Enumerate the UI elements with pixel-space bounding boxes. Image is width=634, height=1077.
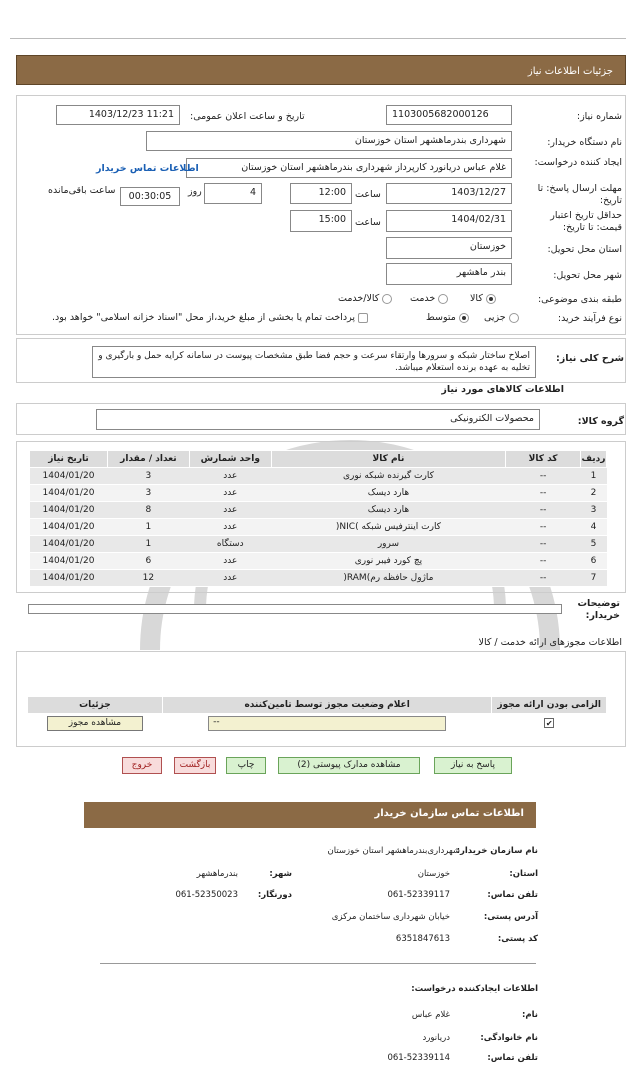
cell-row-number: 1 [581,468,607,485]
cell-code: -- [506,553,581,570]
cell-date: 1404/01/20 [30,485,108,502]
creator-name-label: نام: [521,1010,538,1020]
required-cell [492,714,607,734]
contact-section-title: اطلاعات تماس سازمان خریدار [84,802,536,828]
exit-button[interactable]: خروج [122,757,162,774]
validity-time-label: ساعت [355,217,381,228]
cell-qty: 3 [107,485,189,502]
cell-code: -- [506,570,581,587]
cell-qty: 1 [107,519,189,536]
buyer-notes-label: توضیحات خریدار: [577,598,620,621]
cell-unit: عدد [189,485,271,502]
process-option-minor[interactable]: جزیی [484,312,519,323]
cell-unit: عدد [189,570,271,587]
cell-name: پچ کورد فیبر نوری [271,553,505,570]
cell-row-number: 6 [581,553,607,570]
cell-qty: 6 [107,553,189,570]
validity-date-field: 1404/02/31 [386,210,512,232]
contact-postal-value: 6351847613 [395,934,450,944]
days-field: 4 [204,183,262,204]
contact-province-value: خوزستان [417,869,450,879]
cell-date: 1404/01/20 [30,553,108,570]
radio-icon [509,313,519,323]
contact-phone-label: تلفن تماس: [487,890,538,900]
remaining-time-field: 00:30:05 [120,187,180,206]
creator-name-value: غلام عباس [411,1010,450,1020]
cell-name: ماژول حافظه رم)RAM( [271,570,505,587]
announce-label: تاریخ و ساعت اعلان عمومی: [190,111,305,122]
cell-unit: عدد [189,553,271,570]
col-header-qty: تعداد / مقدار [107,451,189,468]
need-number-field: 1103005682000126 [386,105,512,125]
city-field: بندر ماهشهر [386,263,512,285]
col-header-name: نام کالا [271,451,505,468]
permits-label: اطلاعات مجوزهای ارائه خدمت / کالا [478,637,622,648]
goods-group-label: گروه کالا: [577,416,624,427]
status-field[interactable]: -- [208,716,446,731]
city-label: شهر محل تحویل: [553,270,622,281]
cell-row-number: 2 [581,485,607,502]
table-row [30,536,607,553]
permits-table [27,696,607,734]
table-row [30,519,607,536]
category-label: طبقه بندی موضوعی: [537,294,622,305]
contact-province-label: استان: [509,869,538,879]
cell-unit: عدد [189,468,271,485]
category-option-service[interactable]: خدمت [410,293,448,304]
cell-row-number: 7 [581,570,607,587]
creator-info-title: اطلاعات ایجادکننده درخواست: [411,984,538,994]
goods-group-field: محصولات الکترونیکی [96,409,540,430]
contact-divider [100,963,536,964]
creator-family-label: نام خانوادگی: [480,1033,538,1043]
cell-unit: عدد [189,502,271,519]
deadline-time-label: ساعت [355,189,381,200]
need-number-label: شماره نیاز: [576,111,622,122]
table-row [30,485,607,502]
reply-button[interactable]: پاسخ به نیاز [434,757,512,774]
col-header-details: جزئیات [28,697,163,714]
cell-unit: عدد [189,519,271,536]
page-title: جزئیات اطلاعات نیاز [16,55,626,85]
cell-name: هارد دیسک [271,502,505,519]
cell-row-number: 5 [581,536,607,553]
radio-icon [382,294,392,304]
contact-fax-label: دورنگار: [257,890,292,900]
top-divider [10,38,626,39]
cell-name: هارد دیسک [271,485,505,502]
province-field: خوزستان [386,237,512,259]
col-header-code: کد کالا [506,451,581,468]
cell-date: 1404/01/20 [30,536,108,553]
col-header-required: الزامی بودن ارائه مجوز [492,697,607,714]
goods-info-title: اطلاعات کالاهای مورد نیاز [441,384,564,395]
cell-code: -- [506,468,581,485]
category-option-goods[interactable]: کالا [470,293,496,304]
cell-qty: 3 [107,468,189,485]
summary-label: شرح کلی نیاز: [555,353,624,364]
summary-text: اصلاح ساختار شبکه و سرورها وارتقاء سرعت و حجم فضا طبق مشخصات پیوست در سامانه کرایه حمل و بارگیری و تخلیه به عهده برنده استعلام میباشد. [92,346,536,378]
cell-unit: دستگاه [189,536,271,553]
days-label: روز [188,186,202,197]
cell-code: -- [506,485,581,502]
status-cell [162,714,492,734]
cell-date: 1404/01/20 [30,570,108,587]
creator-family-value: دریانورد [422,1033,450,1043]
category-option-both[interactable]: کالا/خدمت [338,293,392,304]
deadline-date-field: 1403/12/27 [386,183,512,204]
cell-code: -- [506,502,581,519]
contact-org-value: شهرداری‌بندرماهشهر استان خوزستان [327,846,460,856]
creator-phone-value: 061-52339114 [387,1053,450,1063]
contact-phone-value: 061-52339117 [387,890,450,900]
buyer-notes-field [28,604,562,614]
cell-code: -- [506,536,581,553]
radio-selected-icon [459,313,469,323]
deadline-time-field: 12:00 [290,183,352,204]
col-header-unit: واحد شمارش [189,451,271,468]
view-permit-button[interactable]: مشاهده مجوز [47,716,143,731]
details-cell [28,714,163,734]
radio-selected-icon [486,294,496,304]
creator-field: غلام عباس دریانورد کارپرداز شهرداری بندرماهشهر استان خوزستان [186,158,512,178]
table-row [30,570,607,587]
contact-address-value: خیابان شهرداری ساختمان مرکزی [331,912,450,922]
cell-date: 1404/01/20 [30,502,108,519]
buyer-org-label: نام دستگاه خریدار: [547,137,622,148]
radio-icon [438,294,448,304]
cell-qty: 1 [107,536,189,553]
cell-code: -- [506,519,581,536]
process-label: نوع فرآیند خرید: [557,313,622,324]
deadline-label: مهلت ارسال پاسخ: تا تاریخ: [537,183,622,206]
print-button[interactable]: چاپ [226,757,266,774]
process-option-medium[interactable]: متوسط [426,312,469,323]
province-label: استان محل تحویل: [547,244,622,255]
cell-row-number: 3 [581,502,607,519]
remaining-time-label: ساعت باقی‌مانده [48,185,116,196]
col-header-row: ردیف [581,451,607,468]
table-row [30,553,607,570]
cell-date: 1404/01/20 [30,519,108,536]
contact-org-label: نام سازمان خریدار: [456,846,538,856]
cell-name: سرور [271,536,505,553]
cell-qty: 12 [107,570,189,587]
view-docs-button[interactable]: مشاهده مدارک پیوستی (2) [278,757,420,774]
cell-row-number: 4 [581,519,607,536]
cell-name: کارت اینترفیس شبکه )NIC( [271,519,505,536]
table-row [30,468,607,485]
col-header-date: تاریخ نیاز [30,451,108,468]
contact-fax-value: 061-52350023 [175,890,238,900]
treasury-payment-option[interactable]: پرداخت تمام یا بخشی از مبلغ خرید،از محل "اسناد خزانه اسلامی" خواهد بود. [52,312,368,323]
checkbox-checked-icon: ✔ [545,719,553,728]
buyer-contact-link[interactable]: اطلاعات تماس خریدار [96,163,199,174]
cell-name: کارت گیرنده شبکه نوری [271,468,505,485]
goods-table [29,450,607,587]
contact-city-value: بندرماهشهر [196,869,238,879]
buyer-org-field: شهرداری بندرماهشهر استان خوزستان [146,131,512,151]
creator-label: ایجاد کننده درخواست: [534,157,622,168]
announce-datetime-field: 1403/12/23 11:21 [56,105,180,125]
contact-postal-label: کد پستی: [497,934,538,944]
validity-time-field: 15:00 [290,210,352,232]
cell-date: 1404/01/20 [30,468,108,485]
validity-label: حداقل تاریخ اعتبار قیمت: تا تاریخ: [550,210,622,233]
contact-address-label: آدرس پستی: [483,912,538,922]
checkbox-icon [358,313,368,323]
col-header-status: اعلام وضعیت مجوز توسط تامین‌کننده [162,697,492,714]
back-button[interactable]: بازگشت [174,757,216,774]
contact-city-label: شهر: [269,869,292,879]
creator-phone-label: تلفن تماس: [487,1053,538,1063]
cell-qty: 8 [107,502,189,519]
table-row [30,502,607,519]
